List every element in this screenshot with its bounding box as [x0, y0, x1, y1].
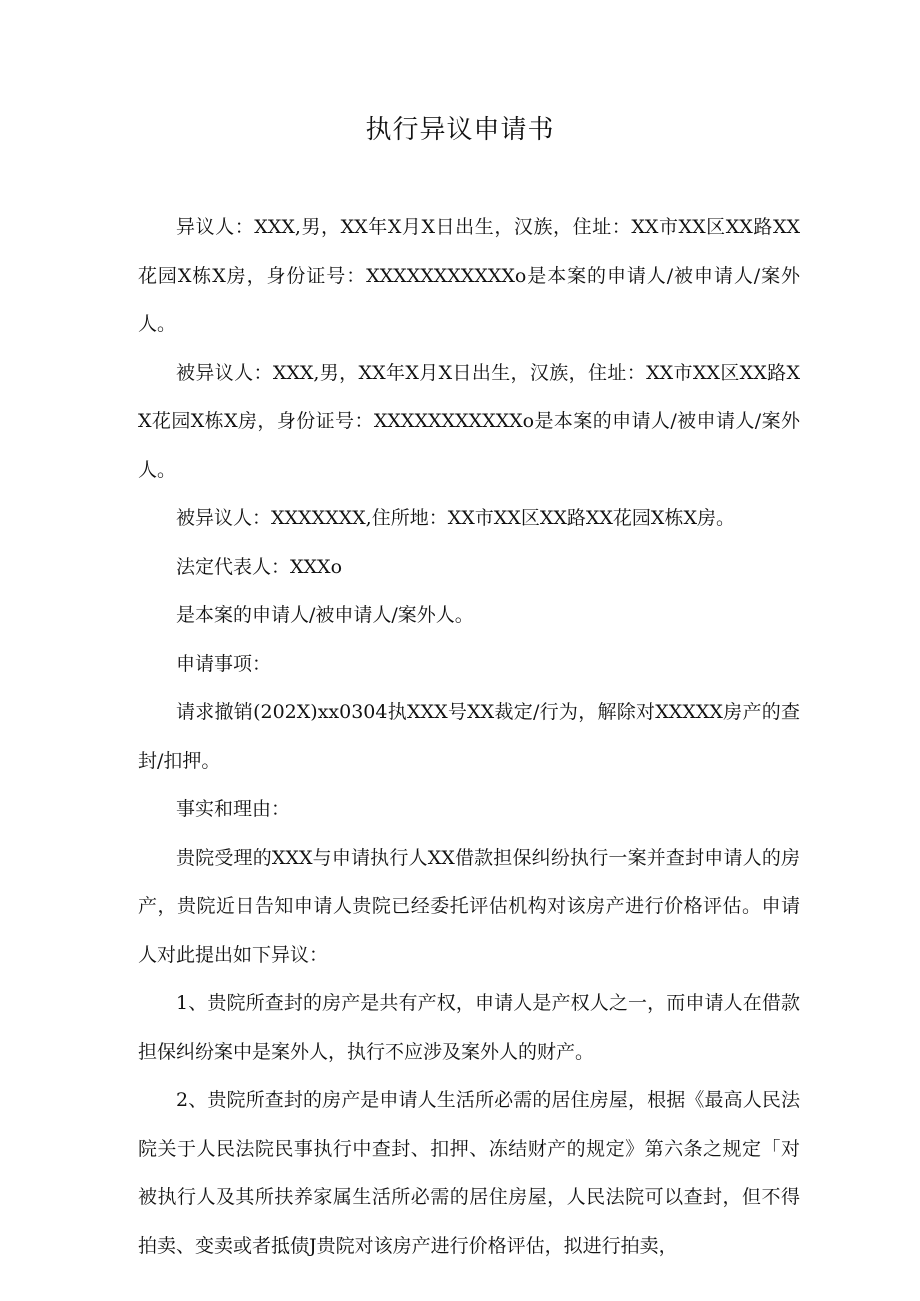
paragraph-objection-2: 2、贵院所查封的房产是申请人生活所必需的居住房屋，根据《最高人民法院关于人民法院民事执行中查封、扣押、冻结财产的规定》第六条之规定「对被执行人及其所扶养家属生活所必需的居住房屋，人民法院可以查封，但不得拍卖、变卖或者抵债J贵院对该房产进行价格评估，拟进行拍卖，: [138, 1089, 800, 1257]
paragraph-objector: 异议人：XXX,男，XX年X月X日出生，汉族，住址：XX市XX区XX路XX花园X栋X房，身份证号：XXXXXXXXXXXo是本案的申请人/被申请人/案外人。: [138, 216, 800, 335]
paragraph-role: 是本案的申请人/被申请人/案外人。: [176, 604, 474, 626]
document-body: [138, 203, 800, 1270]
paragraph-background: 贵院受理的XXX与申请执行人XX借款担保纠纷执行一案并查封申请人的房产，贵院近日告知申请人贵院已经委托评估机构对该房产进行价格评估。申请人对此提出如下异议：: [138, 846, 800, 966]
heading-application-items: 申请事项：: [176, 652, 272, 675]
document-title: 执行异议申请书: [365, 115, 555, 145]
paragraph-request: 请求撤销(202X)xx0304执XXX号XX裁定/行为，解除对XXXXX房产的查封/扣押。: [138, 701, 800, 772]
paragraph-respondent-2: 被异议人：XXXXXXX,住所地：XX市XX区XX路XX花园X栋X房。: [176, 507, 735, 529]
paragraph-legal-representative: 法定代表人：XXXo: [176, 555, 343, 578]
heading-facts-and-reasons: 事实和理由：: [176, 798, 291, 820]
paragraph-objection-1: 1、贵院所查封的房产是共有产权，申请人是产权人之一，而申请人在借款担保纠纷案中是案外人，执行不应涉及案外人的财产。: [138, 992, 800, 1063]
paragraph-respondent-1: 被异议人：XXX,男，XX年X月X日出生，汉族，住址：XX市XX区XX路XX花园X栋X房，身份证号：XXXXXXXXXXXo是本案的申请人/被申请人/案外人。: [138, 361, 800, 481]
